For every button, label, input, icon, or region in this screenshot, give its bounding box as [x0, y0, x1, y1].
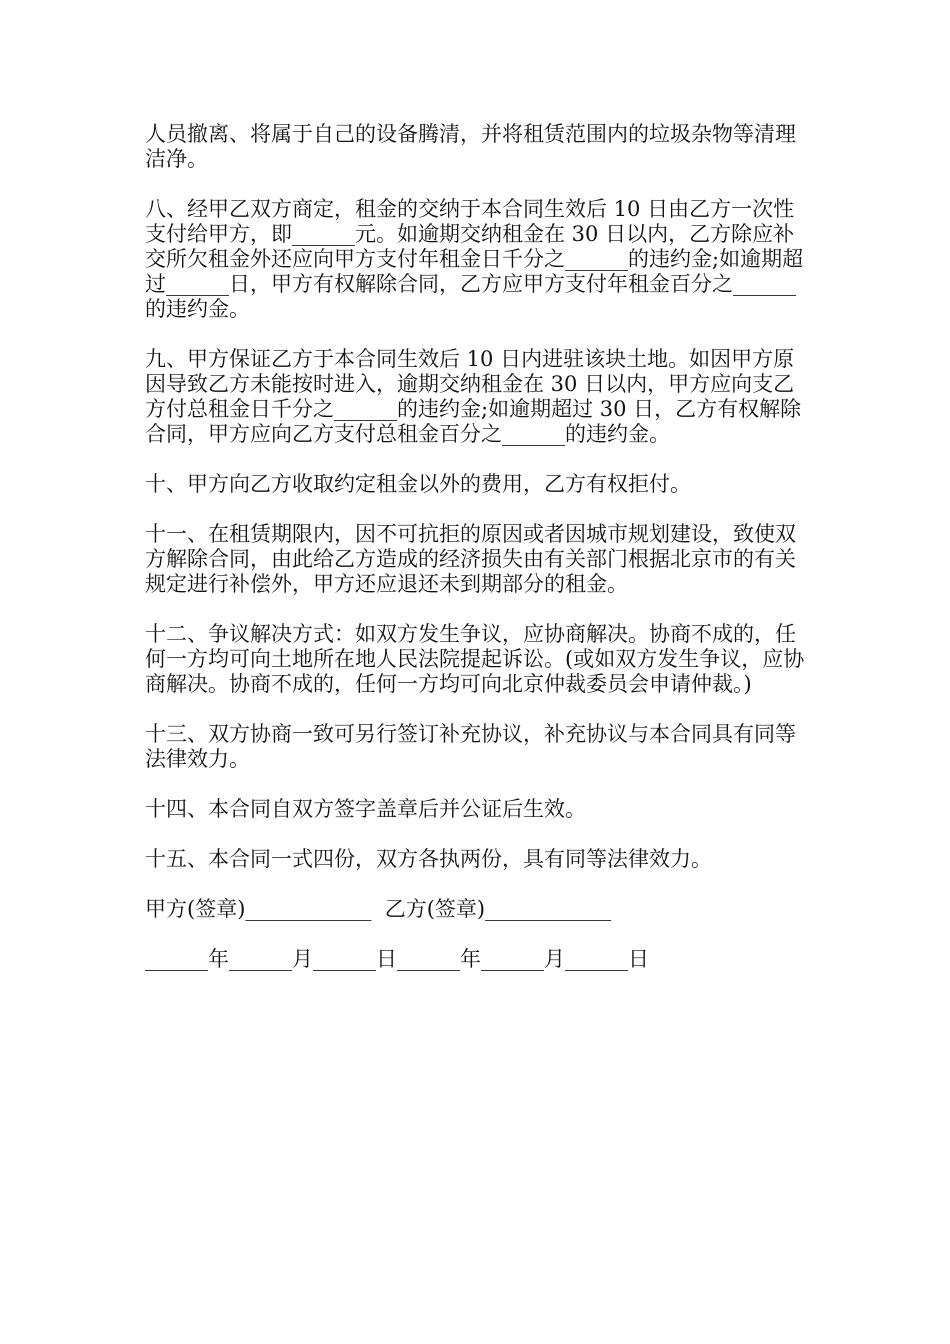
paragraph-clause-13: 十三、双方协商一致可另行签订补充协议，补充协议与本合同具有同等法律效力。: [145, 722, 796, 771]
contract-body: [145, 122, 815, 997]
paragraph-clause-8: 八、经甲乙双方商定，租金的交纳于本合同生效后 10 日由乙方一次性支付给甲方，即______元。如逾期交纳租金在 30 日以内，乙方除应补交所欠租金外还应向甲方支付年租金日千分之______的违约金;如逾期超过______日，甲方有权解除合同，乙方应甲方支付年租金百分之______的违约金。: [145, 197, 804, 321]
paragraph-continuation: 人员撤离、将属于自己的设备腾清，并将租赁范围内的垃圾杂物等清理洁净。: [145, 122, 796, 171]
paragraph-clause-14: 十四、本合同自双方签字盖章后并公证后生效。: [145, 797, 586, 821]
date-line: ______年______月______日______年______月______日: [145, 947, 649, 971]
paragraph-clause-15: 十五、本合同一式四份，双方各执两份，具有同等法律效力。: [145, 847, 712, 871]
paragraph-clause-10: 十、甲方向乙方收取约定租金以外的费用，乙方有权拒付。: [145, 472, 691, 496]
paragraph-clause-9: 九、甲方保证乙方于本合同生效后 10 日内进驻该块土地。如因甲方原因导致乙方未能按时进入，逾期交纳租金在 30 日以内，甲方应向支乙方付总租金日千分之______的违约金;如逾期超过 30 日，乙方有权解除合同，甲方应向乙方支付总租金百分之______的违约金。: [145, 347, 802, 446]
signature-line: 甲方(签章)____________ 乙方(签章)____________: [145, 897, 612, 921]
paragraph-clause-11: 十一、在租赁期限内，因不可抗拒的原因或者因城市规划建设，致使双方解除合同，由此给乙方造成的经济损失由有关部门根据北京市的有关规定进行补偿外，甲方还应退还未到期部分的租金。: [145, 522, 796, 596]
paragraph-clause-12: 十二、争议解决方式：如双方发生争议，应协商解决。协商不成的，任何一方均可向土地所在地人民法院提起诉讼。(或如双方发生争议，应协商解决。协商不成的，任何一方均可向北京仲裁委员会申请仲裁。): [145, 622, 805, 696]
